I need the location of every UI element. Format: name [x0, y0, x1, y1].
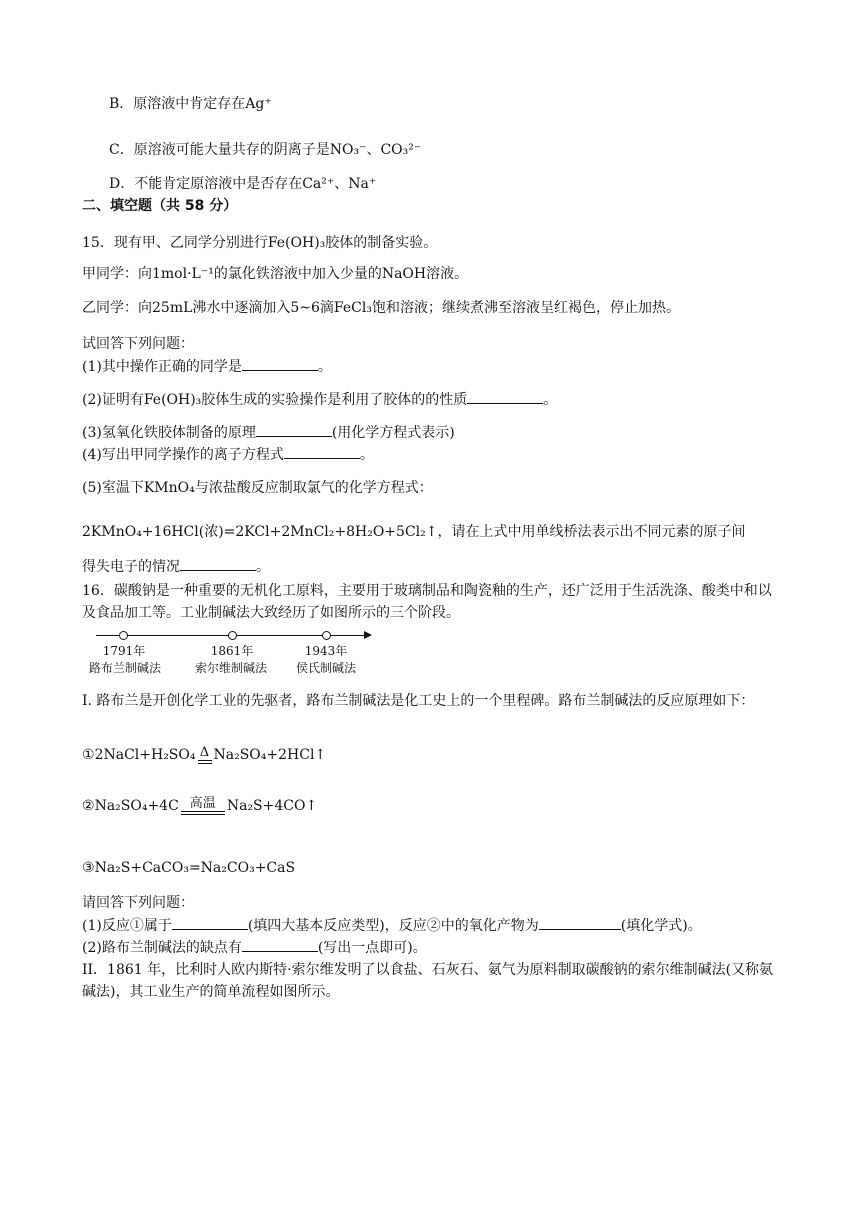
q15-part4: [82, 444, 374, 465]
equals-bars: [198, 760, 212, 764]
reaction-1-right: Na₂SO₄+2HCl↑: [213, 747, 327, 763]
timeline-year: 1943年: [304, 644, 348, 658]
q16-p2-a: (2)路布兰制碱法的缺点有: [82, 940, 242, 956]
timeline-label: 索尔维制碱法: [194, 661, 267, 675]
heat-condition: [198, 746, 212, 764]
reaction-3: [82, 858, 295, 878]
timeline-year: 1861年: [210, 644, 254, 658]
q16-part1-intro: I. 路布兰是开创化学工业的先驱者，路布兰制碱法是化工史上的一个里程碑。路布兰制碱法的反应原理如下：: [82, 693, 755, 709]
reaction-2: [82, 796, 317, 816]
q15-part1: [82, 356, 332, 377]
high-temp-condition: [181, 797, 225, 815]
q16-p1-a: (1)反应①属于: [82, 918, 172, 934]
timeline-label: 路布兰制碱法: [88, 661, 161, 675]
timeline-dot: [119, 631, 128, 640]
q15-part2-text: (2)证明有Fe(OH)₃胶体生成的实验操作是利用了胶体的的性质: [82, 392, 468, 408]
timeline-year: 1791年: [102, 644, 146, 658]
q16-prompt: 请回答下列问题：: [82, 895, 194, 911]
q15-stem: 15．现有甲、乙同学分别进行Fe(OH)₃胶体的制备实验。: [82, 235, 438, 251]
q15-equation-end: [82, 556, 270, 577]
q15-eq-end-text: 得失电子的情况: [82, 559, 180, 575]
timeline-dot: [322, 631, 331, 640]
q16-stem: 16．碳酸钠是一种重要的无机化工原料，主要用于玻璃制品和陶瓷釉的生产，还广泛用于生活洗涤、酸类中和以及食品加工等。工业制碱法大致经历了如图所示的三个阶段。: [82, 583, 772, 621]
condition-label: Δ: [199, 745, 210, 760]
q15-part5: (5)室温下KMnO₄与浓盐酸反应制取氯气的化学方程式：: [82, 480, 433, 496]
answer-blank[interactable]: [242, 937, 318, 952]
timeline-dot: [228, 631, 237, 640]
answer-blank[interactable]: [172, 915, 248, 930]
q15-part4-text: (4)写出甲同学操作的离子方程式: [82, 447, 284, 463]
reaction-1: [82, 745, 326, 765]
q16-p2-b: (写出一点即可)。: [317, 940, 427, 956]
answer-blank[interactable]: [256, 422, 332, 437]
answer-blank[interactable]: [467, 389, 543, 404]
q15-part3: [82, 422, 455, 443]
reaction-2-number: ②: [82, 798, 95, 814]
q15-eq-end-punct: 。: [256, 559, 270, 575]
q15-yi: 乙同学：向25mL沸水中逐滴加入5~6滴FeCl₃饱和溶液；继续煮沸至溶液呈红褐色，停止加热。: [82, 300, 680, 316]
equals-bars: [181, 811, 225, 815]
q15-part1-text: (1)其中操作正确的同学是: [82, 359, 242, 375]
reaction-2-left: Na₂SO₄+4C: [94, 798, 179, 814]
q15-part3-end: (用化学方程式表示): [331, 425, 455, 441]
q15-equation: 2KMnO₄+16HCl(浓)=2KCl+2MnCl₂+8H₂O+5Cl₂↑，请在上式中用单线桥法表示出不同元素的原子间: [82, 524, 746, 540]
q15-jia: 甲同学：向1mol·L⁻¹的氯化铁溶液中加入少量的NaOH溶液。: [82, 266, 469, 282]
option-c: C．原溶液可能大量共存的阴离子是NO₃⁻、CO₃²⁻: [109, 142, 422, 158]
reaction-1-number: ①: [82, 747, 95, 763]
q16-p1-b: (填四大基本反应类型)，反应②中的氧化产物为: [247, 918, 539, 934]
answer-blank[interactable]: [242, 356, 318, 371]
reaction-3-number: ③: [82, 860, 95, 876]
timeline-diagram: [88, 626, 378, 680]
q15-prompt: 试回答下列问题：: [82, 336, 194, 352]
q16-part1: [82, 915, 702, 936]
reaction-1-left: 2NaCl+H₂SO₄: [94, 747, 196, 763]
condition-label: 高温: [189, 796, 216, 811]
answer-blank[interactable]: [539, 915, 621, 930]
timeline-label: 侯氏制碱法: [295, 661, 356, 675]
q15-part1-end: 。: [317, 359, 332, 375]
q15-part4-end: 。: [359, 447, 374, 463]
q16-p1-c: (填化学式)。: [620, 918, 702, 934]
q15-part3-text: (3)氢氧化铁胶体制备的原理: [82, 425, 256, 441]
reaction-2-right: Na₂S+4CO↑: [226, 798, 318, 814]
answer-blank[interactable]: [284, 444, 360, 459]
reaction-3-text: Na₂S+CaCO₃=Na₂CO₃+CaS: [94, 860, 296, 876]
option-d: D．不能肯定原溶液中是否存在Ca²⁺、Na⁺: [109, 176, 377, 192]
answer-blank[interactable]: [180, 556, 256, 571]
q16-part2: [82, 937, 427, 958]
q15-part2-end: 。: [543, 392, 558, 408]
timeline-arrow: [364, 631, 372, 639]
q15-part2: [82, 389, 557, 410]
section-title: 二、填空题（共 58 分）: [82, 198, 238, 214]
option-b: B．原溶液中肯定存在Ag⁺: [109, 96, 272, 112]
q16-part2-intro: II．1861 年，比利时人欧内斯特·索尔维发明了以食盐、石灰石、氨气为原料制取碳酸钠的索尔维制碱法(又称氨碱法)，其工业生产的简单流程如图所示。: [82, 962, 774, 1000]
